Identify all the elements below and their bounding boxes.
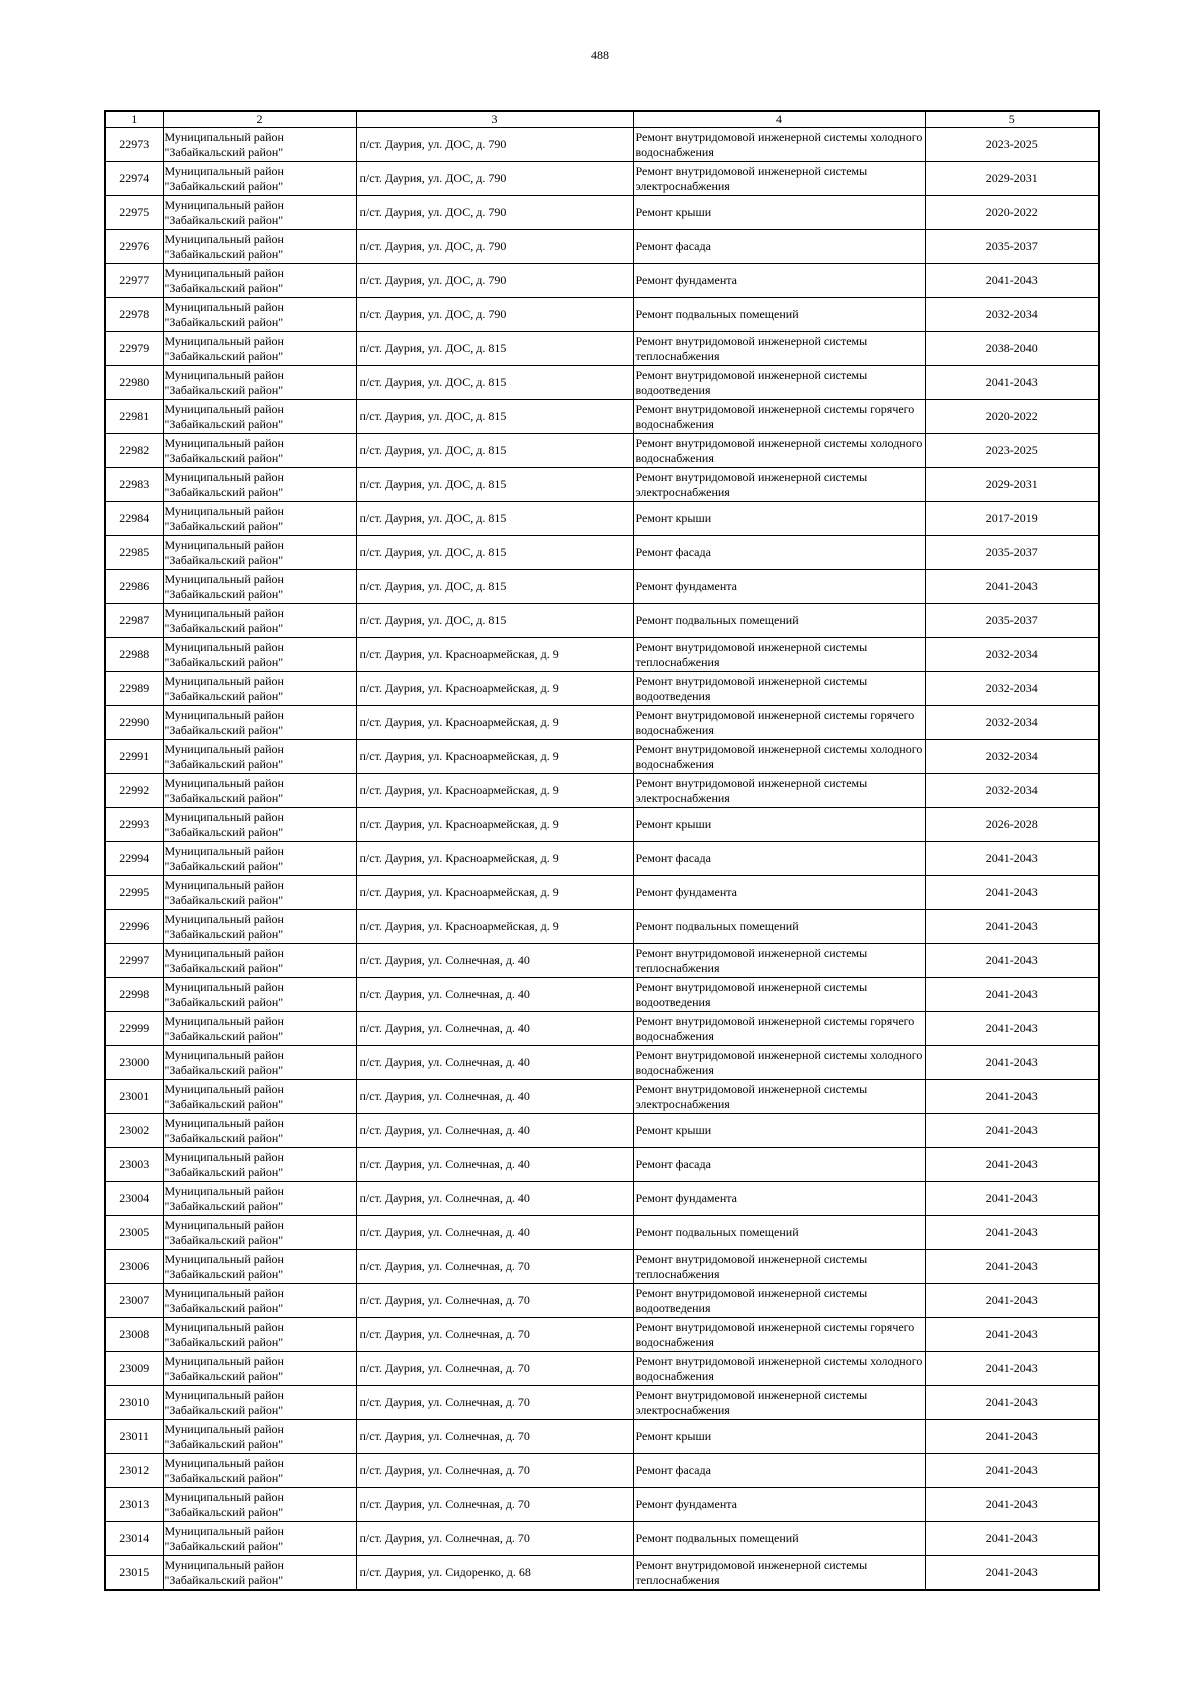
period-cell: 2041-2043: [925, 978, 1099, 1012]
municipality-cell: Муниципальный район "Забайкальский район": [163, 1386, 356, 1420]
address-cell: п/ст. Даурия, ул. Красноармейская, д. 9: [356, 638, 633, 672]
work-type-cell: Ремонт фундамента: [633, 570, 925, 604]
address-cell: п/ст. Даурия, ул. ДОС, д. 790: [356, 128, 633, 162]
work-type-cell: Ремонт внутридомовой инженерной системы водоотведения: [633, 1284, 925, 1318]
table-row: [105, 196, 1099, 230]
address-cell: п/ст. Даурия, ул. Солнечная, д. 40: [356, 1012, 633, 1046]
table-row: [105, 842, 1099, 876]
address-cell: п/ст. Даурия, ул. ДОС, д. 815: [356, 434, 633, 468]
period-cell: 2041-2043: [925, 1318, 1099, 1352]
row-number-cell: 22979: [105, 332, 163, 366]
row-number-cell: 22990: [105, 706, 163, 740]
period-cell: 2035-2037: [925, 604, 1099, 638]
period-cell: 2020-2022: [925, 196, 1099, 230]
period-cell: 2029-2031: [925, 162, 1099, 196]
work-type-cell: Ремонт подвальных помещений: [633, 298, 925, 332]
period-cell: 2041-2043: [925, 570, 1099, 604]
row-number-cell: 23009: [105, 1352, 163, 1386]
period-cell: 2032-2034: [925, 638, 1099, 672]
table-row: [105, 638, 1099, 672]
row-number-cell: 22989: [105, 672, 163, 706]
table-row: [105, 1080, 1099, 1114]
work-type-cell: Ремонт внутридомовой инженерной системы электроснабжения: [633, 468, 925, 502]
period-cell: 2041-2043: [925, 842, 1099, 876]
work-type-cell: Ремонт внутридомовой инженерной системы холодного водоснабжения: [633, 740, 925, 774]
row-number-cell: 22984: [105, 502, 163, 536]
address-cell: п/ст. Даурия, ул. Красноармейская, д. 9: [356, 672, 633, 706]
work-type-cell: Ремонт фундамента: [633, 876, 925, 910]
address-cell: п/ст. Даурия, ул. ДОС, д. 815: [356, 332, 633, 366]
period-cell: 2038-2040: [925, 332, 1099, 366]
column-header-1: 1: [105, 111, 163, 128]
work-type-cell: Ремонт внутридомовой инженерной системы теплоснабжения: [633, 1556, 925, 1591]
work-type-cell: Ремонт внутридомовой инженерной системы теплоснабжения: [633, 1250, 925, 1284]
table-row: [105, 1352, 1099, 1386]
municipality-cell: Муниципальный район "Забайкальский район": [163, 400, 356, 434]
municipality-cell: Муниципальный район "Забайкальский район": [163, 1488, 356, 1522]
period-cell: 2020-2022: [925, 400, 1099, 434]
municipality-cell: Муниципальный район "Забайкальский район": [163, 536, 356, 570]
table-row: [105, 502, 1099, 536]
table-row: [105, 978, 1099, 1012]
period-cell: 2041-2043: [925, 1556, 1099, 1591]
address-cell: п/ст. Даурия, ул. ДОС, д. 790: [356, 264, 633, 298]
address-cell: п/ст. Даурия, ул. ДОС, д. 790: [356, 196, 633, 230]
municipality-cell: Муниципальный район "Забайкальский район": [163, 502, 356, 536]
table-row: [105, 774, 1099, 808]
municipality-cell: Муниципальный район "Забайкальский район": [163, 1420, 356, 1454]
column-header-5: 5: [925, 111, 1099, 128]
period-cell: 2041-2043: [925, 1080, 1099, 1114]
table-row: [105, 1420, 1099, 1454]
municipality-cell: Муниципальный район "Забайкальский район": [163, 774, 356, 808]
work-type-cell: Ремонт внутридомовой инженерной системы теплоснабжения: [633, 638, 925, 672]
address-cell: п/ст. Даурия, ул. Солнечная, д. 40: [356, 1182, 633, 1216]
table-row: [105, 1182, 1099, 1216]
municipality-cell: Муниципальный район "Забайкальский район": [163, 128, 356, 162]
table-row: [105, 910, 1099, 944]
work-type-cell: Ремонт фасада: [633, 842, 925, 876]
period-cell: 2041-2043: [925, 1352, 1099, 1386]
row-number-cell: 23012: [105, 1454, 163, 1488]
address-cell: п/ст. Даурия, ул. ДОС, д. 815: [356, 604, 633, 638]
municipality-cell: Муниципальный район "Забайкальский район": [163, 1352, 356, 1386]
municipality-cell: Муниципальный район "Забайкальский район": [163, 808, 356, 842]
address-cell: п/ст. Даурия, ул. Солнечная, д. 70: [356, 1522, 633, 1556]
period-cell: 2041-2043: [925, 1522, 1099, 1556]
table-row: [105, 332, 1099, 366]
address-cell: п/ст. Даурия, ул. Солнечная, д. 40: [356, 1148, 633, 1182]
period-cell: 2041-2043: [925, 1488, 1099, 1522]
work-type-cell: Ремонт фундамента: [633, 1488, 925, 1522]
row-number-cell: 22981: [105, 400, 163, 434]
municipality-cell: Муниципальный район "Забайкальский район": [163, 298, 356, 332]
address-cell: п/ст. Даурия, ул. Солнечная, д. 70: [356, 1318, 633, 1352]
address-cell: п/ст. Даурия, ул. ДОС, д. 815: [356, 366, 633, 400]
address-cell: п/ст. Даурия, ул. Солнечная, д. 40: [356, 1114, 633, 1148]
row-number-cell: 23013: [105, 1488, 163, 1522]
work-type-cell: Ремонт фасада: [633, 536, 925, 570]
work-type-cell: Ремонт внутридомовой инженерной системы теплоснабжения: [633, 944, 925, 978]
period-cell: 2029-2031: [925, 468, 1099, 502]
address-cell: п/ст. Даурия, ул. ДОС, д. 790: [356, 298, 633, 332]
municipality-cell: Муниципальный район "Забайкальский район": [163, 1012, 356, 1046]
period-cell: 2041-2043: [925, 876, 1099, 910]
address-cell: п/ст. Даурия, ул. Солнечная, д. 70: [356, 1488, 633, 1522]
period-cell: 2041-2043: [925, 1012, 1099, 1046]
work-type-cell: Ремонт внутридомовой инженерной системы холодного водоснабжения: [633, 128, 925, 162]
work-type-cell: Ремонт внутридомовой инженерной системы водоотведения: [633, 978, 925, 1012]
period-cell: 2041-2043: [925, 1454, 1099, 1488]
row-number-cell: 22980: [105, 366, 163, 400]
work-type-cell: Ремонт крыши: [633, 1114, 925, 1148]
address-cell: п/ст. Даурия, ул. ДОС, д. 815: [356, 570, 633, 604]
work-type-cell: Ремонт внутридомовой инженерной системы электроснабжения: [633, 1080, 925, 1114]
row-number-cell: 22991: [105, 740, 163, 774]
period-cell: 2032-2034: [925, 774, 1099, 808]
work-type-cell: Ремонт внутридомовой инженерной системы холодного водоснабжения: [633, 1046, 925, 1080]
period-cell: 2023-2025: [925, 434, 1099, 468]
table-row: [105, 808, 1099, 842]
period-cell: 2041-2043: [925, 264, 1099, 298]
address-cell: п/ст. Даурия, ул. Солнечная, д. 70: [356, 1284, 633, 1318]
municipality-cell: Муниципальный район "Забайкальский район": [163, 910, 356, 944]
repair-schedule-table-wrapper: [104, 110, 1098, 1591]
municipality-cell: Муниципальный район "Забайкальский район": [163, 1114, 356, 1148]
address-cell: п/ст. Даурия, ул. ДОС, д. 815: [356, 400, 633, 434]
municipality-cell: Муниципальный район "Забайкальский район": [163, 1250, 356, 1284]
page-number: 488: [591, 48, 609, 62]
address-cell: п/ст. Даурия, ул. Солнечная, д. 70: [356, 1386, 633, 1420]
table-row: [105, 1386, 1099, 1420]
row-number-cell: 23005: [105, 1216, 163, 1250]
table-row: [105, 536, 1099, 570]
work-type-cell: Ремонт фундамента: [633, 264, 925, 298]
table-row: [105, 468, 1099, 502]
address-cell: п/ст. Даурия, ул. Солнечная, д. 40: [356, 944, 633, 978]
period-cell: 2041-2043: [925, 1216, 1099, 1250]
table-row: [105, 434, 1099, 468]
table-row: [105, 1522, 1099, 1556]
work-type-cell: Ремонт подвальных помещений: [633, 1522, 925, 1556]
municipality-cell: Муниципальный район "Забайкальский район": [163, 162, 356, 196]
period-cell: 2035-2037: [925, 230, 1099, 264]
table-row: [105, 366, 1099, 400]
column-number-row: [105, 111, 1099, 128]
period-cell: 2041-2043: [925, 366, 1099, 400]
municipality-cell: Муниципальный район "Забайкальский район": [163, 570, 356, 604]
work-type-cell: Ремонт крыши: [633, 808, 925, 842]
work-type-cell: Ремонт внутридомовой инженерной системы горячего водоснабжения: [633, 1318, 925, 1352]
period-cell: 2041-2043: [925, 944, 1099, 978]
row-number-cell: 22977: [105, 264, 163, 298]
row-number-cell: 22987: [105, 604, 163, 638]
municipality-cell: Муниципальный район "Забайкальский район": [163, 332, 356, 366]
work-type-cell: Ремонт фасада: [633, 1454, 925, 1488]
table-row: [105, 944, 1099, 978]
municipality-cell: Муниципальный район "Забайкальский район": [163, 944, 356, 978]
work-type-cell: Ремонт внутридомовой инженерной системы холодного водоснабжения: [633, 1352, 925, 1386]
work-type-cell: Ремонт внутридомовой инженерной системы водоотведения: [633, 672, 925, 706]
period-cell: 2023-2025: [925, 128, 1099, 162]
row-number-cell: 23015: [105, 1556, 163, 1591]
municipality-cell: Муниципальный район "Забайкальский район": [163, 1454, 356, 1488]
address-cell: п/ст. Даурия, ул. ДОС, д. 790: [356, 162, 633, 196]
row-number-cell: 22999: [105, 1012, 163, 1046]
column-header-3: 3: [356, 111, 633, 128]
address-cell: п/ст. Даурия, ул. Солнечная, д. 40: [356, 1046, 633, 1080]
period-cell: 2035-2037: [925, 536, 1099, 570]
municipality-cell: Муниципальный район "Забайкальский район": [163, 1148, 356, 1182]
table-row: [105, 1250, 1099, 1284]
table-row: [105, 604, 1099, 638]
row-number-cell: 23011: [105, 1420, 163, 1454]
period-cell: 2041-2043: [925, 1420, 1099, 1454]
table-row: [105, 706, 1099, 740]
table-row: [105, 264, 1099, 298]
period-cell: 2041-2043: [925, 1114, 1099, 1148]
row-number-cell: 23007: [105, 1284, 163, 1318]
period-cell: 2041-2043: [925, 1046, 1099, 1080]
row-number-cell: 23001: [105, 1080, 163, 1114]
address-cell: п/ст. Даурия, ул. ДОС, д. 815: [356, 502, 633, 536]
row-number-cell: 22982: [105, 434, 163, 468]
table-row: [105, 1284, 1099, 1318]
table-row: [105, 128, 1099, 162]
row-number-cell: 22993: [105, 808, 163, 842]
municipality-cell: Муниципальный район "Забайкальский район": [163, 1318, 356, 1352]
address-cell: п/ст. Даурия, ул. ДОС, д. 815: [356, 468, 633, 502]
address-cell: п/ст. Даурия, ул. Красноармейская, д. 9: [356, 808, 633, 842]
work-type-cell: Ремонт крыши: [633, 196, 925, 230]
table-row: [105, 672, 1099, 706]
table-row: [105, 1216, 1099, 1250]
work-type-cell: Ремонт подвальных помещений: [633, 1216, 925, 1250]
row-number-cell: 23002: [105, 1114, 163, 1148]
row-number-cell: 23010: [105, 1386, 163, 1420]
column-header-4: 4: [633, 111, 925, 128]
work-type-cell: Ремонт внутридомовой инженерной системы горячего водоснабжения: [633, 1012, 925, 1046]
row-number-cell: 23003: [105, 1148, 163, 1182]
row-number-cell: 22983: [105, 468, 163, 502]
row-number-cell: 22996: [105, 910, 163, 944]
municipality-cell: Муниципальный район "Забайкальский район": [163, 434, 356, 468]
row-number-cell: 22995: [105, 876, 163, 910]
row-number-cell: 22998: [105, 978, 163, 1012]
period-cell: 2026-2028: [925, 808, 1099, 842]
address-cell: п/ст. Даурия, ул. Красноармейская, д. 9: [356, 740, 633, 774]
address-cell: п/ст. Даурия, ул. Красноармейская, д. 9: [356, 774, 633, 808]
table-row: [105, 876, 1099, 910]
table-row: [105, 570, 1099, 604]
address-cell: п/ст. Даурия, ул. Красноармейская, д. 9: [356, 706, 633, 740]
work-type-cell: Ремонт внутридомовой инженерной системы горячего водоснабжения: [633, 400, 925, 434]
table-row: [105, 1114, 1099, 1148]
row-number-cell: 22975: [105, 196, 163, 230]
address-cell: п/ст. Даурия, ул. ДОС, д. 815: [356, 536, 633, 570]
period-cell: 2017-2019: [925, 502, 1099, 536]
period-cell: 2041-2043: [925, 1182, 1099, 1216]
table-body: [105, 128, 1099, 1591]
period-cell: 2032-2034: [925, 740, 1099, 774]
work-type-cell: Ремонт внутридомовой инженерной системы горячего водоснабжения: [633, 706, 925, 740]
work-type-cell: Ремонт внутридомовой инженерной системы холодного водоснабжения: [633, 434, 925, 468]
row-number-cell: 22988: [105, 638, 163, 672]
work-type-cell: Ремонт крыши: [633, 1420, 925, 1454]
address-cell: п/ст. Даурия, ул. Солнечная, д. 40: [356, 1216, 633, 1250]
table-row: [105, 162, 1099, 196]
municipality-cell: Муниципальный район "Забайкальский район": [163, 1522, 356, 1556]
work-type-cell: Ремонт фундамента: [633, 1182, 925, 1216]
period-cell: 2032-2034: [925, 672, 1099, 706]
row-number-cell: 23000: [105, 1046, 163, 1080]
work-type-cell: Ремонт подвальных помещений: [633, 910, 925, 944]
period-cell: 2041-2043: [925, 910, 1099, 944]
row-number-cell: 22986: [105, 570, 163, 604]
work-type-cell: Ремонт крыши: [633, 502, 925, 536]
row-number-cell: 23004: [105, 1182, 163, 1216]
address-cell: п/ст. Даурия, ул. Красноармейская, д. 9: [356, 876, 633, 910]
municipality-cell: Муниципальный район "Забайкальский район": [163, 1080, 356, 1114]
row-number-cell: 22992: [105, 774, 163, 808]
municipality-cell: Муниципальный район "Забайкальский район": [163, 842, 356, 876]
table-row: [105, 1488, 1099, 1522]
municipality-cell: Муниципальный район "Забайкальский район": [163, 1046, 356, 1080]
work-type-cell: Ремонт фасада: [633, 1148, 925, 1182]
municipality-cell: Муниципальный район "Забайкальский район": [163, 706, 356, 740]
address-cell: п/ст. Даурия, ул. Красноармейская, д. 9: [356, 842, 633, 876]
period-cell: 2032-2034: [925, 298, 1099, 332]
address-cell: п/ст. Даурия, ул. Солнечная, д. 70: [356, 1250, 633, 1284]
table-row: [105, 1454, 1099, 1488]
municipality-cell: Муниципальный район "Забайкальский район": [163, 468, 356, 502]
period-cell: 2032-2034: [925, 706, 1099, 740]
municipality-cell: Муниципальный район "Забайкальский район": [163, 1182, 356, 1216]
row-number-cell: 22994: [105, 842, 163, 876]
work-type-cell: Ремонт внутридомовой инженерной системы электроснабжения: [633, 162, 925, 196]
period-cell: 2041-2043: [925, 1148, 1099, 1182]
row-number-cell: 22985: [105, 536, 163, 570]
address-cell: п/ст. Даурия, ул. Солнечная, д. 70: [356, 1420, 633, 1454]
row-number-cell: 23008: [105, 1318, 163, 1352]
work-type-cell: Ремонт внутридомовой инженерной системы электроснабжения: [633, 774, 925, 808]
work-type-cell: Ремонт фасада: [633, 230, 925, 264]
table-row: [105, 740, 1099, 774]
row-number-cell: 23014: [105, 1522, 163, 1556]
municipality-cell: Муниципальный район "Забайкальский район": [163, 672, 356, 706]
municipality-cell: Муниципальный район "Забайкальский район": [163, 264, 356, 298]
work-type-cell: Ремонт подвальных помещений: [633, 604, 925, 638]
address-cell: п/ст. Даурия, ул. ДОС, д. 790: [356, 230, 633, 264]
municipality-cell: Муниципальный район "Забайкальский район": [163, 604, 356, 638]
table-row: [105, 1046, 1099, 1080]
row-number-cell: 22973: [105, 128, 163, 162]
municipality-cell: Муниципальный район "Забайкальский район": [163, 1284, 356, 1318]
period-cell: 2041-2043: [925, 1250, 1099, 1284]
period-cell: 2041-2043: [925, 1284, 1099, 1318]
table-row: [105, 298, 1099, 332]
row-number-cell: 22976: [105, 230, 163, 264]
table-row: [105, 400, 1099, 434]
municipality-cell: Муниципальный район "Забайкальский район": [163, 1556, 356, 1591]
municipality-cell: Муниципальный район "Забайкальский район": [163, 366, 356, 400]
row-number-cell: 22974: [105, 162, 163, 196]
address-cell: п/ст. Даурия, ул. Солнечная, д. 70: [356, 1352, 633, 1386]
municipality-cell: Муниципальный район "Забайкальский район": [163, 876, 356, 910]
row-number-cell: 22997: [105, 944, 163, 978]
row-number-cell: 23006: [105, 1250, 163, 1284]
column-header-2: 2: [163, 111, 356, 128]
address-cell: п/ст. Даурия, ул. Солнечная, д. 40: [356, 978, 633, 1012]
address-cell: п/ст. Даурия, ул. Солнечная, д. 70: [356, 1454, 633, 1488]
work-type-cell: Ремонт внутридомовой инженерной системы теплоснабжения: [633, 332, 925, 366]
period-cell: 2041-2043: [925, 1386, 1099, 1420]
table-row: [105, 1556, 1099, 1591]
address-cell: п/ст. Даурия, ул. Красноармейская, д. 9: [356, 910, 633, 944]
municipality-cell: Муниципальный район "Забайкальский район": [163, 638, 356, 672]
table-row: [105, 1318, 1099, 1352]
address-cell: п/ст. Даурия, ул. Сидоренко, д. 68: [356, 1556, 633, 1591]
municipality-cell: Муниципальный район "Забайкальский район": [163, 740, 356, 774]
work-type-cell: Ремонт внутридомовой инженерной системы электроснабжения: [633, 1386, 925, 1420]
municipality-cell: Муниципальный район "Забайкальский район": [163, 196, 356, 230]
table-row: [105, 230, 1099, 264]
table-row: [105, 1012, 1099, 1046]
row-number-cell: 22978: [105, 298, 163, 332]
work-type-cell: Ремонт внутридомовой инженерной системы водоотведения: [633, 366, 925, 400]
municipality-cell: Муниципальный район "Забайкальский район": [163, 230, 356, 264]
municipality-cell: Муниципальный район "Забайкальский район": [163, 978, 356, 1012]
address-cell: п/ст. Даурия, ул. Солнечная, д. 40: [356, 1080, 633, 1114]
repair-schedule-table: [104, 110, 1100, 1591]
municipality-cell: Муниципальный район "Забайкальский район": [163, 1216, 356, 1250]
table-row: [105, 1148, 1099, 1182]
